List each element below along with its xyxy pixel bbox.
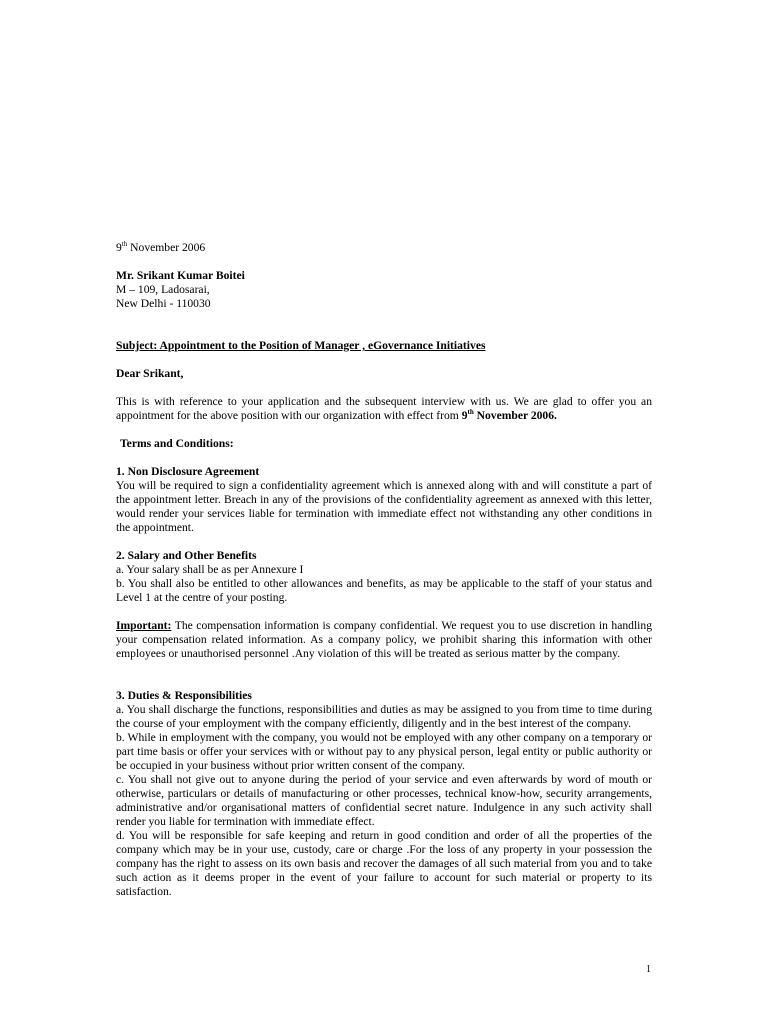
recipient-address-line2: New Delhi - 110030 xyxy=(116,297,211,310)
salary-heading: 2. Salary and Other Benefits xyxy=(116,549,257,562)
subject-line: Subject: Appointment to the Position of Manager , eGovernance Initiatives xyxy=(116,339,486,352)
duties-item-a: a. You shall discharge the functions, responsibilities and duties as may be assigned to you from time to time during the course of your employment with the company efficiently, diligently and in the best interest of the company. xyxy=(116,703,652,730)
nda-heading: 1. Non Disclosure Agreement xyxy=(116,465,260,478)
duties-item-b: b. While in employment with the company, you would not be employed with any other company on a temporary or part time basis or offer your services with or without pay to any physical person, legal entity or public authority or be occupied in your business without prior written consent of the company. xyxy=(116,731,652,772)
letter-body xyxy=(116,241,652,899)
important-paragraph: Important: The compensation information is company confidential. We request you to use discretion in handling your compensation related information. As a company policy, we prohibit sharing this information with other employees or unauthorised personnel .Any violation of this will be treated as serious matter by the company. xyxy=(116,619,652,660)
terms-heading: Terms and Conditions: xyxy=(120,437,234,450)
duties-item-c: c. You shall not give out to anyone during the period of your service and even afterwards by word of mouth or otherwise, particulars or details of manufacturing or other processes, technical know-how, security arrangements, administrative and/or organisational matters of confidential secret nature. Indulgence in any such activity shall render you liable for termination with immediate effect. xyxy=(116,773,652,828)
letter-date: 9th November 2006 xyxy=(116,240,206,254)
intro-paragraph: This is with reference to your application and the subsequent interview with us. We are glad to offer you an appointment for the above position with our organization with effect from 9th November 2006. xyxy=(116,395,652,422)
duties-item-d: d. You will be responsible for safe keeping and return in good condition and order of all the properties of the company which may be in your use, custody, care or charge .For the loss of any property in your possession the company has the right to assess on its own basis and recover the damages of all such material from you and to take such action as it deems proper in the event of your failure to account for such material or property to its satisfaction. xyxy=(116,829,652,898)
salutation: Dear Srikant, xyxy=(116,367,184,380)
important-label: Important: xyxy=(116,619,172,632)
page-number: 1 xyxy=(646,964,651,975)
duties-heading: 3. Duties & Responsibilities xyxy=(116,689,252,702)
salary-item-b: b. You shall also be entitled to other allowances and benefits, as may be applicable to the staff of your status and Level 1 at the centre of your posting. xyxy=(116,577,652,604)
recipient-address-line1: M – 109, Ladosarai, xyxy=(116,283,210,296)
recipient-name: Mr. Srikant Kumar Boitei xyxy=(116,269,245,282)
nda-body: You will be required to sign a confidentiality agreement which is annexed along with and will constitute a part of the appointment letter. Breach in any of the provisions of the confidentiality agreement as annexed with this letter, would render your services liable for termination with immediate effect not withstanding any other conditions in the appointment. xyxy=(116,479,652,534)
salary-item-a: a. Your salary shall be as per Annexure I xyxy=(116,563,304,576)
